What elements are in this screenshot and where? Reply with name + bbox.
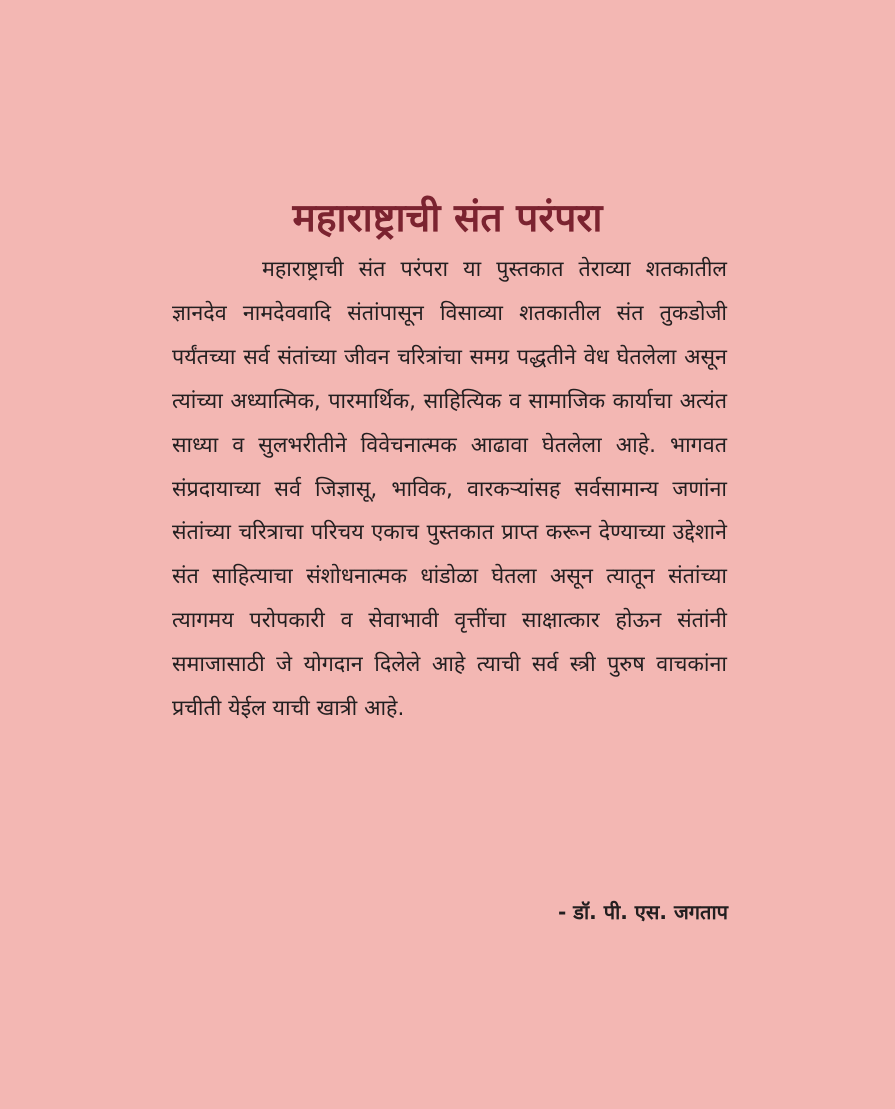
author-signature: - डॉ. पी. एस. जगताप	[558, 900, 728, 924]
book-title: महाराष्ट्राची संत परंपरा	[292, 195, 603, 242]
blurb-paragraph: महाराष्ट्राची संत परंपरा या पुस्तकात तेराव्या शतकातील ज्ञानदेव नामदेववादि संतांपासून विसाव्या शतकातील संत तुकडोजी पर्यंतच्या सर्व संतांच्या जीवन चरित्रांचा समग्र पद्धतीने वेध घेतलेला असून त्यांच्या अध्यात्मिक, पारमार्थिक, साहित्यिक व सामाजिक कार्याचा अत्यंत साध्या व सुलभरीतीने विवेचनात्मक आढावा घेतलेला आहे. भागवत संप्रदायाच्या सर्व जिज्ञासू, भाविक, वारकऱ्यांसह सर्वसामान्य जणांना संतांच्या चरित्राचा परिचय एकाच पुस्तकात प्राप्त करून देण्याच्या उद्देशाने संत साहित्याचा संशोधनात्मक धांडोळा घेतला असून त्यातून संतांच्या त्यागमय परोपकारी व सेवाभावी वृत्तींचा साक्षात्कार होऊन संतांनी समाजासाठी जे योगदान दिलेले आहे त्याची सर्व स्त्री पुरुष वाचकांना प्रचीती येईल याची खात्री आहे.	[172, 257, 727, 722]
